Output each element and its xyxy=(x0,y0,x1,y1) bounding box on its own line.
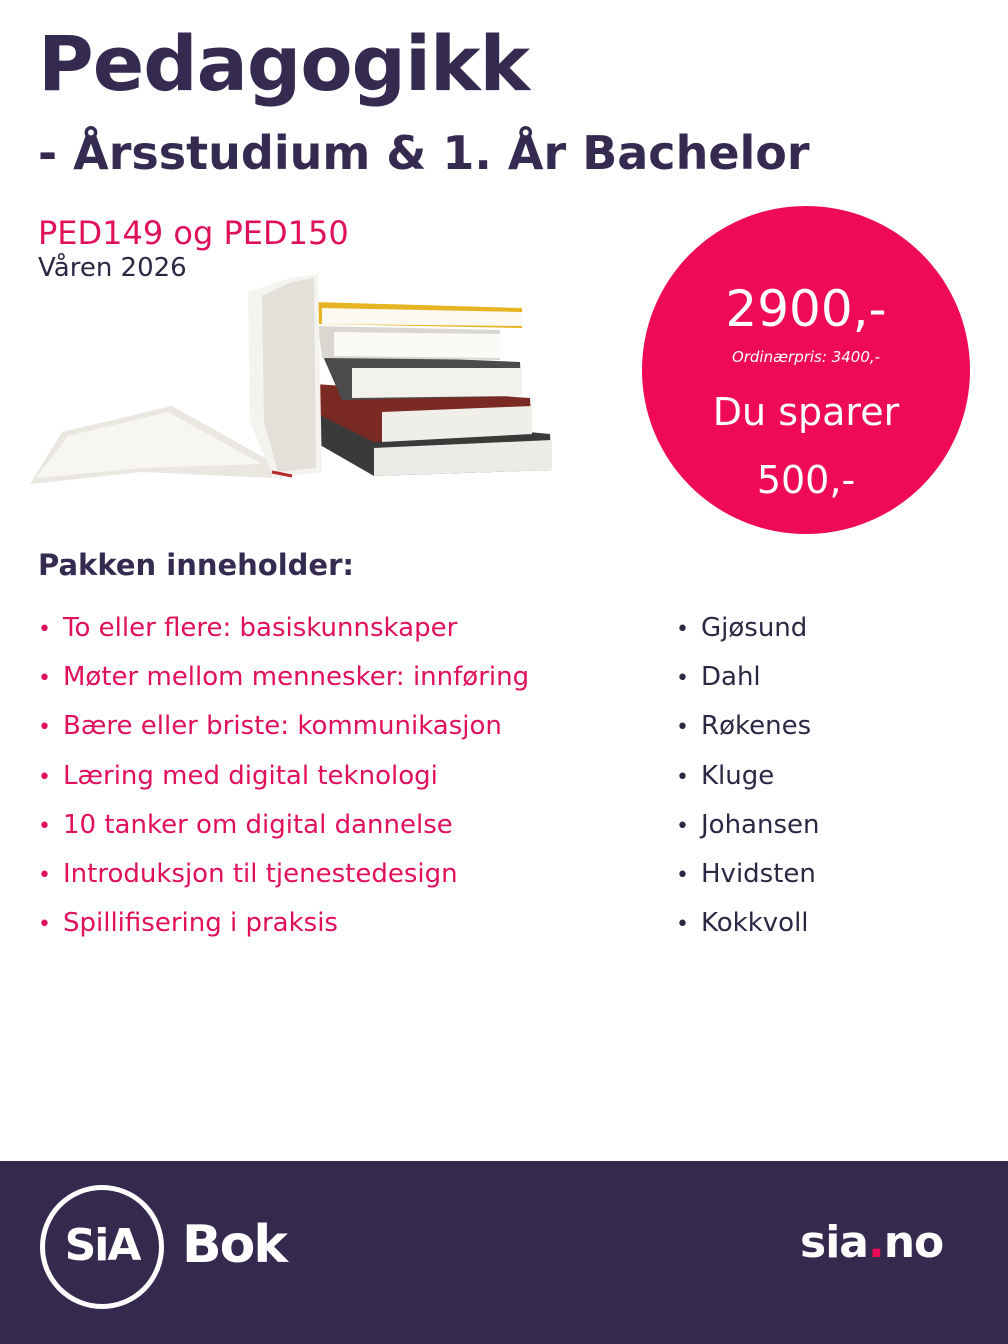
book-author: Dahl xyxy=(701,662,761,693)
list-item xyxy=(38,903,529,952)
bullet-icon: • xyxy=(676,715,689,741)
book-title: Spillifisering i praksis xyxy=(63,908,338,939)
bullet-icon: • xyxy=(676,617,689,642)
savings-amount: 500,- xyxy=(756,458,856,502)
book-title: To eller flere: basiskunnskaper xyxy=(63,613,458,643)
book-title: 10 tanker om digital dannelse xyxy=(63,809,453,840)
page-subtitle: - Årsstudium & 1. År Bachelor xyxy=(38,126,810,180)
book-stack-illustration xyxy=(22,272,562,492)
book-title: Møter mellom mennesker: innføring xyxy=(63,662,530,693)
book-author: Gjøsund xyxy=(701,613,808,643)
book-title: Introduksjon til tjenestedesign xyxy=(63,858,458,889)
sia-logo-circle xyxy=(40,1185,164,1309)
list-item xyxy=(676,756,820,805)
bullet-icon: • xyxy=(38,617,51,642)
bullet-icon: • xyxy=(38,862,51,888)
logo-bok-text: Bok xyxy=(182,1215,286,1275)
bullet-icon: • xyxy=(38,764,51,790)
book-author: Kokkvoll xyxy=(701,908,809,939)
page-title: Pedagogikk xyxy=(38,19,530,108)
savings-label: Du sparer xyxy=(712,390,900,434)
author-list xyxy=(676,608,820,952)
book-title: Bære eller briste: kommunikasjon xyxy=(63,711,502,742)
bullet-icon: • xyxy=(38,715,51,741)
book-author: Johansen xyxy=(701,809,820,840)
course-codes: PED149 og PED150 xyxy=(38,214,349,252)
book-title: Læring med digital teknologi xyxy=(63,760,438,791)
logo-sia-text: SiA xyxy=(64,1220,140,1271)
list-item xyxy=(38,805,529,854)
list-item xyxy=(676,706,820,755)
book-author: Røkenes xyxy=(701,711,812,742)
bullet-icon: • xyxy=(676,764,689,790)
bullet-icon: • xyxy=(676,862,689,888)
ordinary-price: Ordinærpris: 3400,- xyxy=(731,348,881,366)
list-item xyxy=(38,756,529,805)
price-badge xyxy=(642,206,970,534)
list-item xyxy=(38,657,529,706)
bullet-icon: • xyxy=(38,912,51,938)
bullet-icon: • xyxy=(676,813,689,839)
site-link[interactable] xyxy=(800,1217,944,1268)
list-item xyxy=(676,854,820,903)
bullet-icon: • xyxy=(38,813,51,839)
list-item xyxy=(676,903,820,952)
site-dot: . xyxy=(867,1217,884,1268)
site-name: sia xyxy=(800,1217,868,1268)
book-author: Kluge xyxy=(701,760,775,791)
list-item xyxy=(676,657,820,706)
list-item xyxy=(676,608,820,657)
term-label: Våren 2026 xyxy=(38,253,187,283)
bullet-icon: • xyxy=(38,666,51,692)
contents-heading: Pakken inneholder: xyxy=(38,548,354,582)
bullet-icon: • xyxy=(676,912,689,938)
bullet-icon: • xyxy=(676,666,689,692)
footer-bar xyxy=(0,1161,1008,1344)
list-item xyxy=(38,706,529,755)
book-author: Hvidsten xyxy=(701,858,816,889)
book-title-list xyxy=(38,608,529,952)
site-tld: no xyxy=(883,1217,944,1268)
offer-price: 2900,- xyxy=(725,280,887,338)
list-item xyxy=(38,608,529,657)
list-item xyxy=(38,854,529,903)
list-item xyxy=(676,805,820,854)
